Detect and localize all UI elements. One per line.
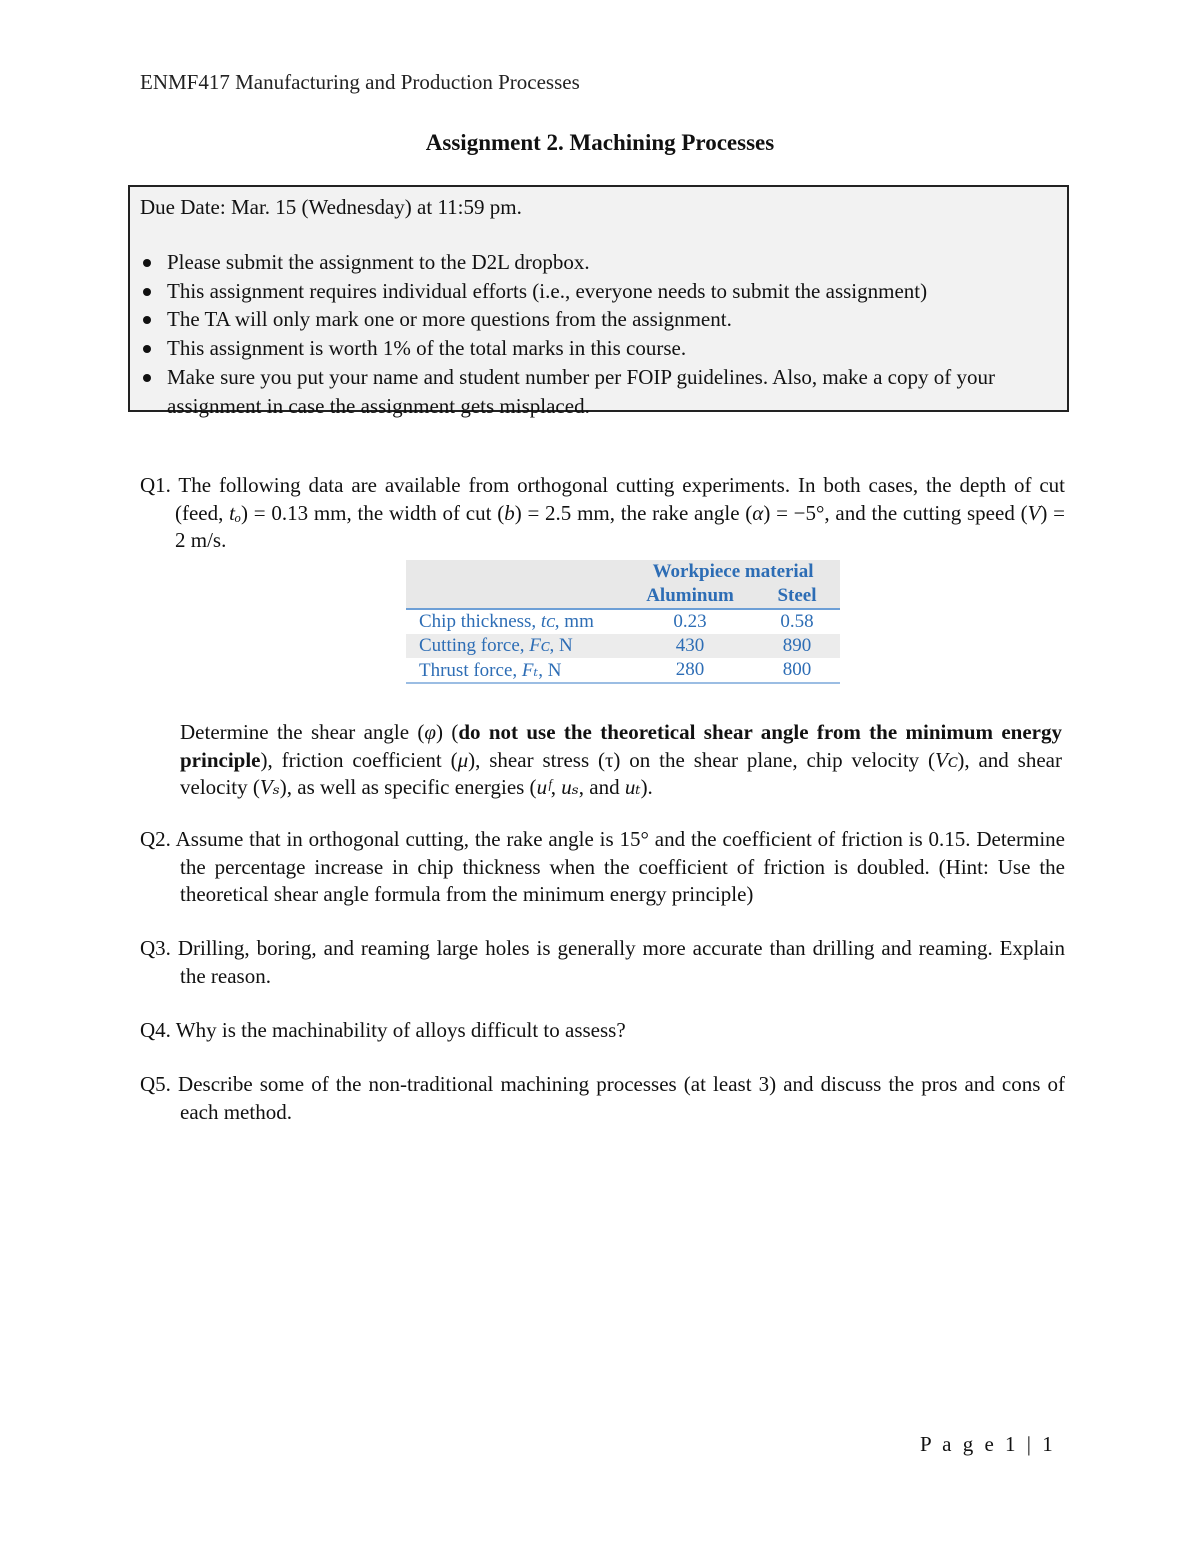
alpha-symbol: α [752,500,764,525]
row-label-text: Thrust force, [419,659,522,681]
instruction-item: Make sure you put your name and student number per FOIP guidelines. Also, make a copy of your assignment in case the assignment gets misplaced. [140,363,1057,421]
question-2-text: Assume that in orthogonal cutting, the rake angle is 15° and the coefficient of friction is 0.15. Determine the percentage increase in chip thickness when the coefficient of friction is doubled. (Hint: Use the theoretical shear angle formula from the minimum energy principle) [175,827,1065,906]
vc-symbol: Vᴄ [935,747,958,772]
row-symbol: Fₜ [521,659,539,681]
instruction-item: This assignment requires individual efforts (i.e., everyone needs to submit the assignment) [140,277,1057,306]
mu-symbol: μ [457,747,469,772]
q1-intro-text: The following data are available from orthogonal cutting experiments. In both cases, the depth of cut (feed, [175,473,1066,525]
t0-symbol: tₒ [229,500,241,525]
q1-intro-text: ) = 2 m/s. [175,500,1066,552]
cutting-data-table [406,560,840,684]
b-symbol: b [504,500,515,525]
ut-symbol: uₜ [624,775,641,799]
q1-detail-text: ), as well as specific energies ( [279,775,537,799]
row-label-text: Cutting force, [419,635,530,656]
course-header: ENMF417 Manufacturing and Production Processes [140,70,580,94]
due-date: Due Date: Mar. 15 (Wednesday) at 11:59 pm. [140,195,522,219]
table-corner [406,584,626,609]
q1-detail-text: , and [578,775,625,799]
table-corner [406,560,626,584]
cell-aluminum: 0.23 [673,611,707,632]
q1-detail-text: Determine the shear angle ( [180,720,425,744]
question-3 [140,935,1065,990]
question-2 [140,826,1065,909]
us-symbol: uₛ [561,775,579,799]
q1-detail-text: ), and shear velocity ( [180,747,1062,799]
row-label-unit: , mm [554,611,594,632]
cell-aluminum: 280 [626,658,754,683]
instruction-item: The TA will only mark one or more questions from the assignment. [140,305,1057,334]
q1-intro-text: ) = 2.5 mm, the rake angle ( [514,500,753,525]
column-header-steel: Steel [754,584,840,609]
question-4-label: Q4. [140,1018,171,1042]
question-1-label: Q1. [140,473,171,497]
q1-detail-text: ). [640,775,653,799]
cell-steel: 800 [754,658,840,683]
q1-detail-text: , [550,775,562,799]
question-1-detail [180,719,1062,802]
row-label [406,658,626,683]
uf-symbol: uᶠ [536,775,551,799]
q1-detail-text: ) ( [436,720,459,744]
cell-steel: 0.58 [780,611,814,632]
row-label [406,634,626,658]
instruction-item: This assignment is worth 1% of the total marks in this course. [140,334,1057,363]
question-5-text: Describe some of the non-traditional machining processes (at least 3) and discuss the pros and cons of each method. [178,1072,1065,1124]
page-number: P a g e 1 | 1 [920,1432,1056,1456]
table-row [406,609,840,634]
question-1 [140,472,1065,555]
vs-symbol: Vₛ [259,775,280,799]
table-group-header: Workpiece material [626,560,840,584]
q1-detail-text: ), shear stress (τ) on the shear plane, chip velocity ( [468,747,936,772]
q1-intro-text: ) = −5°, and the cutting speed ( [763,500,1028,525]
q1-detail-text: ), friction coefficient ( [260,747,458,772]
question-5-label: Q5. [140,1072,171,1096]
question-2-label: Q2. [140,827,171,851]
row-label-unit: , N [538,659,562,681]
column-header-aluminum: Aluminum [626,584,754,609]
page-title: Assignment 2. Machining Processes [425,130,775,155]
v-symbol: V [1027,500,1041,525]
phi-symbol: φ [424,720,437,744]
row-symbol: Fᴄ [529,635,550,656]
question-4 [140,1017,1065,1045]
row-symbol: tᴄ [540,611,555,632]
instructions-list [140,248,1057,421]
cell-steel: 890 [754,634,840,658]
cell-aluminum: 430 [626,634,754,658]
row-label-text: Chip thickness, [419,611,541,632]
q1-emphasis: do not use the theoretical shear angle from the minimum energy principle [180,720,1062,772]
instruction-item: Please submit the assignment to the D2L dropbox. [140,248,1057,277]
q1-intro-text: ) = 0.13 mm, the width of cut ( [240,500,505,525]
question-3-text: Drilling, boring, and reaming large holes is generally more accurate than drilling and reaming. Explain the reason. [177,936,1066,988]
question-5 [140,1071,1065,1126]
table-row [406,634,840,658]
question-4-text: Why is the machinability of alloys difficult to assess? [175,1018,626,1042]
question-3-label: Q3. [140,936,171,960]
row-label [406,609,626,634]
table-row [406,658,840,683]
assignment-info-box [128,185,1069,418]
row-label-unit: , N [549,635,573,656]
